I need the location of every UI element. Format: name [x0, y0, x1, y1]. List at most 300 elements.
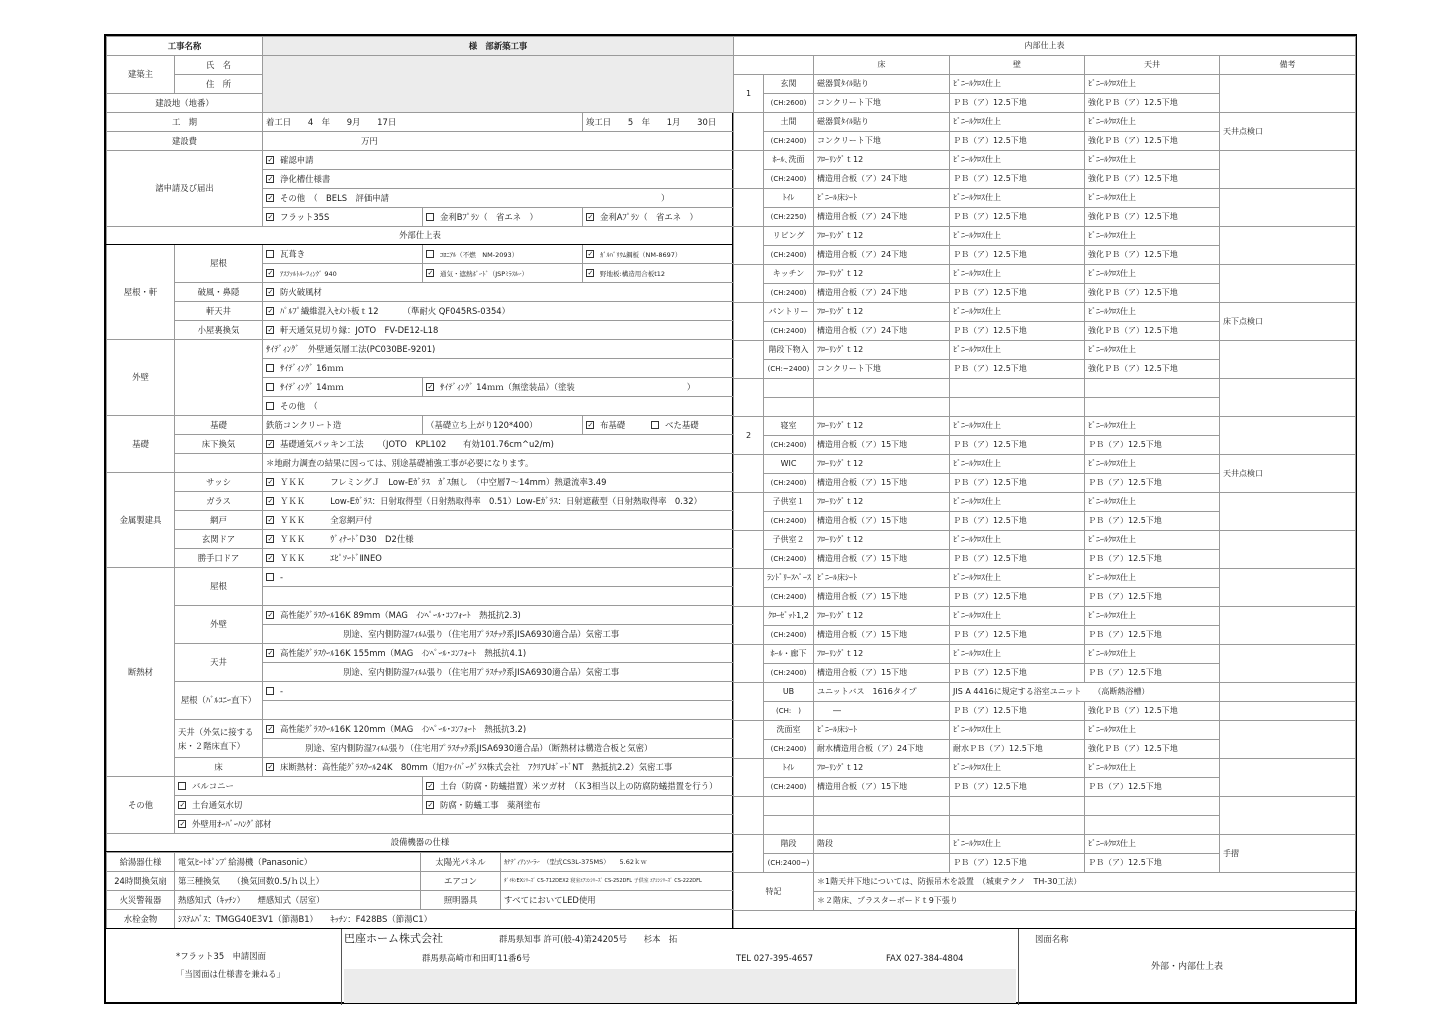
room-wall-cell: ﾋﾞﾆｰﾙｸﾛｽ仕上 — [950, 531, 1085, 550]
room-ceil-cell: ﾋﾞﾆｰﾙｸﾛｽ仕上 — [1085, 721, 1220, 740]
room-row — [734, 721, 1356, 740]
room-floor-cell: ﾌﾛｰﾘﾝｸﾞｔ12 — [814, 341, 950, 360]
room-name-cell: ﾎｰﾙ､洗面 — [764, 151, 814, 170]
room-ceil-cell: ＰＢ（ア）12.5下地 — [1085, 664, 1220, 683]
col-floor: 床 — [814, 56, 950, 75]
hafu-label: 破風・鼻隠 — [175, 283, 263, 302]
room-floor-cell: ﾌﾛｰﾘﾝｸﾞｔ12 — [814, 493, 950, 512]
room-row — [734, 493, 1356, 512]
room-note-cell — [1220, 379, 1356, 417]
room-floor-cell: ﾋﾞﾆｰﾙ床ｼｰﾄ — [814, 569, 950, 588]
special-note: ＊1階天井下地については、防振吊木を設置 （城東テクノ TH-30工法） — [814, 873, 1356, 892]
room-row — [734, 303, 1356, 322]
checkbox-icon[interactable] — [586, 421, 594, 429]
room-row — [734, 417, 1356, 436]
room-floor-cell: ﾌﾛｰﾘﾝｸﾞｔ12 — [814, 645, 950, 664]
room-row — [734, 702, 1356, 721]
room-ch-cell: (CH:2400) — [764, 132, 814, 151]
checkbox-icon[interactable] — [266, 687, 274, 695]
checkbox-icon[interactable] — [266, 535, 274, 543]
checkbox-icon[interactable] — [178, 782, 186, 790]
checkbox-icon[interactable] — [266, 478, 274, 486]
site-label: 建設地（地番） — [107, 94, 263, 113]
room-row — [734, 341, 1356, 360]
room-ch-cell: (CH:2400) — [764, 588, 814, 607]
room-row — [734, 759, 1356, 778]
room-wall-cell: ﾋﾞﾆｰﾙｸﾛｽ仕上 — [950, 455, 1085, 474]
room-floor-cell: ﾌﾛｰﾘﾝｸﾞｔ12 — [814, 265, 950, 284]
checkbox-icon[interactable] — [266, 364, 274, 372]
room-name-cell: 子供室１ — [764, 493, 814, 512]
room-floor-cell: 構造用合板（ア）24下地 — [814, 208, 950, 227]
checkbox-icon[interactable] — [178, 820, 186, 828]
room-wall-cell: ＰＢ（ア）12.5下地 — [950, 436, 1085, 455]
room-note-cell — [1220, 759, 1356, 797]
room-floor-cell: 階段 — [814, 835, 950, 854]
room-ch-cell: (CH:2250) — [764, 208, 814, 227]
room-ceil-cell: 強化ＰＢ（ア）12.5下地 — [1085, 246, 1220, 265]
equipment-title: 設備機器の仕様 — [107, 834, 734, 852]
app-flat: ✓フラット35S — [263, 208, 423, 227]
room-ceil-cell: 強化ＰＢ（ア）12.5下地 — [1085, 360, 1220, 379]
room-floor-cell: 構造用合板（ア）15下地 — [814, 474, 950, 493]
checkbox-icon[interactable] — [266, 213, 274, 221]
room-wall-cell: ﾋﾞﾆｰﾙｸﾛｽ仕上 — [950, 569, 1085, 588]
room-wall-cell: ＰＢ（ア）12.5下地 — [950, 94, 1085, 113]
room-ch-cell: (CH: ) — [764, 702, 814, 721]
checkbox-icon[interactable] — [586, 250, 594, 258]
room-floor-cell: ﾋﾞﾆｰﾙ床ｼｰﾄ — [814, 189, 950, 208]
room-wall-cell: ＰＢ（ア）12.5下地 — [950, 778, 1085, 797]
room-floor-cell: 構造用合板（ア）24下地 — [814, 322, 950, 341]
room-ch-cell: (CH:2600) — [764, 94, 814, 113]
room-name-cell — [764, 379, 814, 398]
exterior-table: 工事名称 様 部新築工事 建築主 氏 名 住 所 建設地（地番） 工 期 着工日 4 年 9月 17日 竣工日 5 年 1月 30日 建設費 万円 諸申請及び届出 ✓確認申請 ✓浄化槽仕様書 ✓その他 （ BELS 評価申請 ） ✓フラット35S 金利Bﾌﾟﾗﾝ（ 省エネ ） ✓ 金利Aﾌﾟﾗﾝ（ 省エネ ） 外部仕上表 屋根・軒 屋根 瓦葺き ｺﾛﾆｱﾙ（不燃 NM-2093） ✓ ｶﾞﾙﾊﾞﾘｳﾑ鋼板（NM-8697） ✓ｱｽﾌｧﾙﾄﾙｰﾌｨﾝｸﾞ 940 ✓ 通気・遮熱ﾎﾞｰﾄﾞ（JSPﾐﾗｽﾙｰ） ✓ 野地板:構造用合板t12 破風・鼻隠 ✓ 防火破風材 軒天井 ✓ ﾊﾟﾙﾌﾟ繊維混入ｾﾒﾝﾄ板ｔ12 （準耐火 QF045RS-0354） 小屋裏換気 ✓ 軒天通気見切り縁：JOTO FV-DE12-L18 外壁 ｻｲﾃﾞｨﾝｸﾞ 外壁通気層工法(PC030BE-9201) ｻｲﾃﾞｨﾝｸﾞ 16ｍｍ ｻｲﾃﾞｨﾝｸﾞ 14ｍｍ ✓ ｻｲﾃﾞｨﾝｸﾞ 14ｍｍ（無塗装品）（塗装 ） その他 （ 基礎 基礎 鉄筋コンクリート造 （基礎立ち上がり120*400） ✓ 布基礎 べた基礎 床下換気 ✓ 基礎通気パッキン工法 （JOTO KPL102 有効101.76cm^u2/m) ＊地耐力調査の結果に因っては、別途基礎補強工事が必要になります。 金属製建具 サッシ ✓ ＹＫＫ フレミングＪ Low-Eｶﾞﾗｽ ｶﾞｽ無し （中空層7～14mm）熱還流率3.49 ガラス ✓ ＹＫＫ Low-Eｶﾞﾗｽ：日射取得型（日射熱取得率 0.51）Low-Eｶﾞﾗｽ：日射遮蔽型（日射熱取得率 0.32） 網戸 ✓ ＹＫＫ 全窓網戸付 玄関ドア ✓ ＹＫＫ ｳﾞｨﾅｰﾄﾞD30 D2仕様 勝手口ドア ✓ ＹＫＫ ｴﾋﾟｿｰﾄﾞⅡNEO 断熱材 屋根 - 外壁 ✓高性能ｸﾞﾗｽｳｰﾙ16K 89mm（MAG ｲﾝﾍﾟｰﾙ･ｺﾝﾌｫｰﾄ 熱抵抗2.3) 別途、室内側防湿ﾌｨﾙﾑ張り（住宅用ﾌﾟﾗｽﾁｯｸ系JISA6930適合品）気密工事 天井 ✓高性能ｸﾞﾗｽｳｰﾙ16K 155mm（MAG ｲﾝﾍﾟｰﾙ･ｺﾝﾌｫｰﾄ 熱抵抗4.1) 別途、室内側防湿ﾌｨﾙﾑ張り（住宅用ﾌﾟﾗｽﾁｯｸ系JISA6930適合品）気密工事 屋根（ﾊﾞﾙｺﾆｰ直下） - 天井（外気に接する 床・２階床直下） ✓高性能ｸﾞﾗｽｳｰﾙ16K 120mm（MAG ｲﾝﾍﾟｰﾙ･ｺﾝﾌｫｰﾄ 熱抵抗3.2) 別途、室内側防湿ﾌｨﾙﾑ張り（住宅用ﾌﾟﾗｽﾁｯｸ系JISA6930適合品）（断熱材は構造合板と気密） 床 ✓ 床断熱材：高性能ｸﾞﾗｽｳｰﾙ24K 80mm（旭ﾌｧｲﾊﾞｰｸﾞﾗｽ株式会社 ｱｸﾘｱUﾎﾞｰﾄﾞNT 熱抵抗2.2）気密工事 その他 バルコニー ✓ 土台（防腐・防蟻措置）米ツガ材 （Ｋ3相当以上の防腐防蟻措置を行う） ✓土台通気水切 ✓ 防腐・防蟻工事 薬剤塗布 ✓外壁用ｵｰﾊﾞｰﾊﾝｸﾞ部材 設備機器の仕様 — [106, 36, 734, 852]
checkbox-icon[interactable] — [266, 288, 274, 296]
room-ceil-cell: 強化ＰＢ（ア）12.5下地 — [1085, 94, 1220, 113]
noki-label: 軒天井 — [175, 302, 263, 321]
owner-info-field[interactable] — [263, 56, 734, 113]
room-fl-cell — [734, 531, 764, 569]
room-note-cell — [1220, 417, 1356, 455]
room-floor-cell: コンクリート下地 — [814, 132, 950, 151]
room-wall-cell: ＰＢ（ア）12.5下地 — [950, 360, 1085, 379]
room-floor-cell — [814, 379, 950, 398]
room-name-cell: 土間 — [764, 113, 814, 132]
checkbox-icon[interactable] — [586, 213, 594, 221]
room-ch-cell: (CH:2400) — [764, 284, 814, 303]
room-ceil-cell — [1085, 816, 1220, 835]
room-wall-cell: ＰＢ（ア）12.5下地 — [950, 550, 1085, 569]
room-row — [734, 797, 1356, 816]
room-ceil-cell: ﾋﾞﾆｰﾙｸﾛｽ仕上 — [1085, 113, 1220, 132]
room-ch-cell: (CH:2400) — [764, 740, 814, 759]
col-wall: 壁 — [950, 56, 1085, 75]
room-floor-cell: ﾋﾞﾆｰﾙ床ｼｰﾄ — [814, 721, 950, 740]
room-ceil-cell: ﾋﾞﾆｰﾙｸﾛｽ仕上 — [1085, 417, 1220, 436]
room-note-cell — [1220, 75, 1356, 113]
room-ceil-cell: ﾋﾞﾆｰﾙｸﾛｽ仕上 — [1085, 607, 1220, 626]
room-row — [734, 835, 1356, 854]
room-row — [734, 683, 1356, 702]
room-floor-cell: 構造用合板（ア）24下地 — [814, 246, 950, 265]
room-note-cell — [1220, 607, 1356, 645]
interior-title: 内部仕上表 — [734, 37, 1356, 56]
room-ceil-cell: ﾋﾞﾆｰﾙｸﾛｽ仕上 — [1085, 341, 1220, 360]
room-row — [734, 189, 1356, 208]
room-wall-cell: ＰＢ（ア）12.5下地 — [950, 322, 1085, 341]
room-ceil-cell: 強化ＰＢ（ア）12.5下地 — [1085, 322, 1220, 341]
flat-note: *フラット35 申請図面 — [176, 951, 267, 961]
room-wall-cell: 耐水ＰＢ（ア）12.5下地 — [950, 740, 1085, 759]
room-floor-cell: コンクリート下地 — [814, 360, 950, 379]
room-name-cell: UB — [764, 683, 814, 702]
checkbox-icon[interactable] — [266, 763, 274, 771]
room-ceil-cell: ﾋﾞﾆｰﾙｸﾛｽ仕上 — [1085, 531, 1220, 550]
room-ceil-cell: ﾋﾞﾆｰﾙｸﾛｽ仕上 — [1085, 759, 1220, 778]
room-note-cell — [1220, 493, 1356, 531]
room-name-cell: WIC — [764, 455, 814, 474]
ins-group-label: 断熱材 — [107, 568, 175, 777]
room-fl-cell — [734, 303, 764, 341]
room-wall-cell: ＰＢ（ア）12.5下地 — [950, 588, 1085, 607]
room-ceil-cell: ﾋﾞﾆｰﾙｸﾛｽ仕上 — [1085, 835, 1220, 854]
room-wall-cell — [950, 379, 1085, 398]
period-start: 着工日 4 年 9月 17日 — [263, 113, 583, 132]
room-row — [734, 75, 1356, 94]
owner-label: 建築主 — [107, 56, 175, 94]
room-ceil-cell: ﾋﾞﾆｰﾙｸﾛｽ仕上 — [1085, 303, 1220, 322]
room-floor-cell: ﾌﾛｰﾘﾝｸﾞｔ12 — [814, 455, 950, 474]
wall-row: ｻｲﾃﾞｨﾝｸﾞ 外壁通気層工法(PC030BE-9201) — [263, 340, 734, 359]
room-note-cell — [1220, 797, 1356, 835]
special-label: 特記 — [734, 873, 814, 911]
room-floor-cell: コンクリート下地 — [814, 94, 950, 113]
room-name-cell: 階段 — [764, 835, 814, 854]
room-row — [734, 455, 1356, 474]
room-note-cell: 天井点検口 — [1220, 455, 1356, 493]
checkbox-icon[interactable] — [266, 402, 274, 410]
room-ceil-cell — [1085, 379, 1220, 398]
checkbox-icon[interactable] — [266, 194, 274, 202]
room-note-cell — [1220, 265, 1356, 303]
checkbox-icon[interactable] — [178, 801, 186, 809]
room-row — [734, 645, 1356, 664]
equipment-table: 給湯器仕様 電気ﾋｰﾄﾎﾟﾝﾌﾟ給湯機（Panasonic） 太陽光パネル ｶﾅﾃﾞｨｱﾝｿｰﾗｰ （型式CS3L-375MS） 5.62ｋｗ 24時間換気扇 第三種換気 （換気回数0.5/ｈ以上） エアコン ﾀﾞｲｷﾝEXｼﾘｰｽﾞ CS-712DEX2 寝室ｴｱｺﾝｼﾘｰｽﾞ CS-252DFL 子供室 ｴｱｺﾝｼﾘｰｽﾞ CS-222DFL 火災警報器 熱感知式（ｷｯﾁﾝ） 煙感知式（居室） 照明器具 すべてにおいてLED使用 水栓金物 ｼｽﾃﾑﾊﾞｽ：TMGG40E3V1（節湯B1） ｷｯﾁﾝ：F428BS（節湯C1） — [106, 852, 734, 929]
room-ceil-cell: ﾋﾞﾆｰﾙｸﾛｽ仕上 — [1085, 189, 1220, 208]
checkbox-icon[interactable] — [426, 782, 434, 790]
room-floor-cell: ― — [814, 702, 950, 721]
room-wall-cell: ＰＢ（ア）12.5下地 — [950, 284, 1085, 303]
room-note-cell — [1220, 569, 1356, 607]
room-name-cell: 洗面室 — [764, 721, 814, 740]
room-wall-cell: ﾋﾞﾆｰﾙｸﾛｽ仕上 — [950, 835, 1085, 854]
roof-label: 屋根 — [175, 245, 263, 283]
room-fl-cell — [734, 341, 764, 379]
room-wall-cell: ＰＢ（ア）12.5下地 — [950, 512, 1085, 531]
room-wall-cell: ﾋﾞﾆｰﾙｸﾛｽ仕上 — [950, 151, 1085, 170]
wall-group-label: 外壁 — [107, 340, 175, 416]
room-fl-cell — [734, 721, 764, 759]
room-ch-cell — [764, 816, 814, 835]
room-row — [734, 113, 1356, 132]
room-ceil-cell: 強化ＰＢ（ア）12.5下地 — [1085, 702, 1220, 721]
spec-sheet — [104, 34, 1357, 1004]
room-wall-cell: ＰＢ（ア）12.5下地 — [950, 702, 1085, 721]
koya-label: 小屋裏換気 — [175, 321, 263, 340]
room-wall-cell: ﾋﾞﾆｰﾙｸﾛｽ仕上 — [950, 607, 1085, 626]
room-fl-cell — [734, 493, 764, 531]
room-ceil-cell — [1085, 797, 1220, 816]
checkbox-icon[interactable] — [266, 516, 274, 524]
room-wall-cell: ﾋﾞﾆｰﾙｸﾛｽ仕上 — [950, 265, 1085, 284]
roof-group-label: 屋根・軒 — [107, 245, 175, 340]
checkbox-icon[interactable] — [266, 175, 274, 183]
room-note-cell — [1220, 531, 1356, 569]
room-wall-cell: ﾋﾞﾆｰﾙｸﾛｽ仕上 — [950, 759, 1085, 778]
room-fl-cell — [734, 835, 764, 873]
room-fl-cell — [734, 113, 764, 151]
room-ceil-cell: ＰＢ（ア）12.5下地 — [1085, 550, 1220, 569]
room-floor-cell: 構造用合板（ア）24下地 — [814, 170, 950, 189]
checkbox-icon[interactable] — [426, 250, 434, 258]
room-note-cell — [1220, 683, 1356, 702]
room-wall-cell: JIS A 4416に規定する浴室ユニット （高断熱浴槽） — [950, 683, 1220, 702]
room-floor-cell: ﾌﾛｰﾘﾝｸﾞｔ12 — [814, 303, 950, 322]
room-row — [734, 607, 1356, 626]
checkbox-icon[interactable] — [266, 156, 274, 164]
room-name-cell: キッチン — [764, 265, 814, 284]
checkbox-icon[interactable] — [426, 213, 434, 221]
room-ceil-cell: ﾋﾞﾆｰﾙｸﾛｽ仕上 — [1085, 227, 1220, 246]
checkbox-icon[interactable] — [266, 307, 274, 315]
room-fl-cell — [734, 683, 764, 721]
room-floor-cell — [814, 816, 950, 835]
interior-table — [733, 36, 1356, 911]
room-name-cell: ﾄｲﾚ — [764, 189, 814, 208]
checkbox-icon[interactable] — [651, 421, 659, 429]
room-wall-cell: ﾋﾞﾆｰﾙｸﾛｽ仕上 — [950, 645, 1085, 664]
room-wall-cell: ＰＢ（ア）12.5下地 — [950, 132, 1085, 151]
found-label: 基礎 — [175, 416, 263, 435]
room-ceil-cell: 強化ＰＢ（ア）12.5下地 — [1085, 170, 1220, 189]
room-wall-cell: ﾋﾞﾆｰﾙｸﾛｽ仕上 — [950, 189, 1085, 208]
col-ceiling: 天井 — [1085, 56, 1220, 75]
checkbox-icon[interactable] — [266, 326, 274, 334]
checkbox-icon[interactable] — [426, 801, 434, 809]
room-ch-cell: (CH:2400) — [764, 512, 814, 531]
room-name-cell: 階段下物入 — [764, 341, 814, 360]
room-floor-cell: ﾌﾛｰﾘﾝｸﾞｔ12 — [814, 607, 950, 626]
found-group-label: 基礎 — [107, 416, 175, 473]
checkbox-icon[interactable] — [266, 250, 274, 258]
room-floor-cell: 構造用合板（ア）24下地 — [814, 284, 950, 303]
room-row — [734, 531, 1356, 550]
room-floor-cell: 磁器質ﾀｲﾙ貼り — [814, 113, 950, 132]
room-name-cell: リビング — [764, 227, 814, 246]
room-ceil-cell: 強化ＰＢ（ア）12.5下地 — [1085, 208, 1220, 227]
room-wall-cell — [950, 797, 1085, 816]
room-fl-cell — [734, 607, 764, 645]
room-row — [734, 379, 1356, 398]
room-fl-cell — [734, 759, 764, 797]
room-ch-cell: (CH:2400) — [764, 550, 814, 569]
room-ceil-cell: ＰＢ（ア）12.5下地 — [1085, 626, 1220, 645]
checkbox-icon[interactable] — [266, 269, 274, 277]
room-name-cell — [764, 797, 814, 816]
checkbox-icon[interactable] — [426, 383, 434, 391]
owner-name-label: 氏 名 — [175, 56, 263, 75]
checkbox-icon[interactable] — [266, 649, 274, 657]
room-fl-cell: 1 — [734, 75, 764, 113]
app-kinri-b: 金利Bﾌﾟﾗﾝ（ 省エネ ） — [423, 208, 583, 227]
room-ch-cell: (CH:2400) — [764, 436, 814, 455]
col-note: 備考 — [1220, 56, 1356, 75]
room-note-cell — [1220, 227, 1356, 265]
room-ch-cell: (CH:2400) — [764, 322, 814, 341]
room-wall-cell: ＰＢ（ア）12.5下地 — [950, 208, 1085, 227]
room-floor-cell: ﾌﾛｰﾘﾝｸﾞｔ12 — [814, 417, 950, 436]
room-fl-cell — [734, 569, 764, 607]
room-note-cell — [1220, 189, 1356, 227]
room-ceil-cell: 強化ＰＢ（ア）12.5下地 — [1085, 740, 1220, 759]
app-item: ✓確認申請 — [263, 151, 734, 170]
company-name: 巴座ホーム株式会社 — [344, 932, 443, 945]
checkbox-icon[interactable] — [266, 611, 274, 619]
room-fl-cell — [734, 151, 764, 189]
checkbox-icon[interactable] — [266, 497, 274, 505]
drawing-label: 図面名称 — [1035, 934, 1069, 944]
app-item: ✓浄化槽仕様書 — [263, 170, 734, 189]
room-wall-cell: ＰＢ（ア）12.5下地 — [950, 664, 1085, 683]
room-wall-cell: ﾋﾞﾆｰﾙｸﾛｽ仕上 — [950, 303, 1085, 322]
room-rows — [734, 75, 1356, 873]
room-name-cell: ﾄｲﾚ — [764, 759, 814, 778]
room-name-cell: 寝室 — [764, 417, 814, 436]
room-row — [734, 265, 1356, 284]
room-floor-cell: 構造用合板（ア）15下地 — [814, 550, 950, 569]
checkbox-icon[interactable] — [266, 383, 274, 391]
room-name-cell: 子供室２ — [764, 531, 814, 550]
room-row — [734, 227, 1356, 246]
room-wall-cell: ﾋﾞﾆｰﾙｸﾛｽ仕上 — [950, 75, 1085, 94]
room-floor-cell: 構造用合板（ア）15下地 — [814, 588, 950, 607]
checkbox-icon[interactable] — [426, 269, 434, 277]
spec-note: 「当図面は仕様書を兼ねる」 — [176, 969, 285, 979]
room-floor-cell — [814, 797, 950, 816]
applications-label: 諸申請及び届出 — [107, 151, 263, 227]
room-ch-cell: (CH:2400) — [764, 170, 814, 189]
room-name-cell: 玄関 — [764, 75, 814, 94]
app-item: ✓その他 （ BELS 評価申請 ） — [263, 189, 734, 208]
fax: FAX 027-384-4804 — [886, 953, 964, 963]
room-ceil-cell: ﾋﾞﾆｰﾙｸﾛｽ仕上 — [1085, 265, 1220, 284]
checkbox-icon[interactable] — [266, 440, 274, 448]
room-wall-cell: ﾋﾞﾆｰﾙｸﾛｽ仕上 — [950, 417, 1085, 436]
room-floor-cell — [814, 398, 950, 417]
room-note-cell — [1220, 721, 1356, 759]
room-floor-cell: ﾌﾛｰﾘﾝｸﾞｔ12 — [814, 227, 950, 246]
cost-unit: 万円 — [263, 132, 734, 151]
exterior-title: 外部仕上表 — [107, 227, 734, 245]
room-ch-cell: (CH:2400) — [764, 626, 814, 645]
room-wall-cell — [950, 398, 1085, 417]
app-kinri-a: ✓ 金利Aﾌﾟﾗﾝ（ 省エネ ） — [583, 208, 734, 227]
room-wall-cell: ＰＢ（ア）12.5下地 — [950, 626, 1085, 645]
cost-label: 建設費 — [107, 132, 263, 151]
room-wall-cell: ﾋﾞﾆｰﾙｸﾛｽ仕上 — [950, 341, 1085, 360]
address: 群馬県高崎市和田町11番6号 — [422, 953, 531, 963]
room-note-cell — [1220, 645, 1356, 683]
left-panel — [106, 36, 733, 928]
special-note: ＊２階床、プラスターボードｔ9下張り — [814, 892, 1356, 911]
room-ceil-cell: ＰＢ（ア）12.5下地 — [1085, 778, 1220, 797]
owner-address-label: 住 所 — [175, 75, 263, 94]
room-wall-cell: ＰＢ（ア）12.5下地 — [950, 474, 1085, 493]
room-ceil-cell: ＰＢ（ア）12.5下地 — [1085, 512, 1220, 531]
room-wall-cell: ＰＢ（ア）12.5下地 — [950, 170, 1085, 189]
period-end: 竣工日 5 年 1月 30日 — [583, 113, 734, 132]
room-floor-cell: ﾌﾛｰﾘﾝｸﾞｔ12 — [814, 759, 950, 778]
company-stamp-area — [344, 969, 1016, 1003]
room-ch-cell: (CH:2400) — [764, 664, 814, 683]
room-ch-cell: (CH:2400) — [764, 246, 814, 265]
room-fl-cell — [734, 797, 764, 835]
room-note-cell — [1220, 151, 1356, 189]
room-ceil-cell: ﾋﾞﾆｰﾙｸﾛｽ仕上 — [1085, 455, 1220, 474]
room-ceil-cell: ﾋﾞﾆｰﾙｸﾛｽ仕上 — [1085, 75, 1220, 94]
room-ceil-cell: ＰＢ（ア）12.5下地 — [1085, 588, 1220, 607]
room-fl-cell — [734, 379, 764, 417]
room-floor-cell: 構造用合板（ア）15下地 — [814, 664, 950, 683]
room-ceil-cell — [1085, 398, 1220, 417]
title-block — [106, 928, 1355, 1004]
room-floor-cell: 磁器質ﾀｲﾙ貼り — [814, 75, 950, 94]
drawing-name: 外部・内部仕上表 — [1151, 962, 1224, 972]
room-note-cell: 天井点検口 — [1220, 113, 1356, 151]
room-wall-cell: ﾋﾞﾆｰﾙｸﾛｽ仕上 — [950, 721, 1085, 740]
room-floor-cell — [814, 854, 950, 873]
room-name-cell: ﾎｰﾙ・廊下 — [764, 645, 814, 664]
room-floor-cell: 構造用合板（ア）15下地 — [814, 436, 950, 455]
room-ceil-cell: ＰＢ（ア）12.5下地 — [1085, 436, 1220, 455]
checkbox-icon[interactable] — [266, 554, 274, 562]
room-ch-cell — [764, 398, 814, 417]
room-wall-cell: ﾋﾞﾆｰﾙｸﾛｽ仕上 — [950, 493, 1085, 512]
room-fl-cell — [734, 645, 764, 683]
period-label: 工 期 — [107, 113, 263, 132]
checkbox-icon[interactable] — [266, 725, 274, 733]
room-ceil-cell: 強化ＰＢ（ア）12.5下地 — [1085, 132, 1220, 151]
other-group-label: その他 — [107, 777, 175, 834]
room-floor-cell: 耐水構造用合板（ア）24下地 — [814, 740, 950, 759]
checkbox-icon[interactable] — [266, 573, 274, 581]
room-wall-cell — [950, 816, 1085, 835]
room-row — [734, 151, 1356, 170]
room-floor-cell: 構造用合板（ア）15下地 — [814, 626, 950, 645]
room-floor-cell: ﾌﾛｰﾘﾝｸﾞｔ12 — [814, 151, 950, 170]
room-wall-cell: ﾋﾞﾆｰﾙｸﾛｽ仕上 — [950, 227, 1085, 246]
room-row — [734, 569, 1356, 588]
room-ceil-cell: ﾋﾞﾆｰﾙｸﾛｽ仕上 — [1085, 493, 1220, 512]
room-fl-cell — [734, 189, 764, 227]
room-fl-cell — [734, 265, 764, 303]
room-floor-cell: 構造用合板（ア）15下地 — [814, 778, 950, 797]
room-name-cell: ｸﾛｰｾﾞｯﾄ1,2 — [764, 607, 814, 626]
checkbox-icon[interactable] — [586, 269, 594, 277]
room-name-cell: パントリー — [764, 303, 814, 322]
room-fl-cell — [734, 227, 764, 265]
